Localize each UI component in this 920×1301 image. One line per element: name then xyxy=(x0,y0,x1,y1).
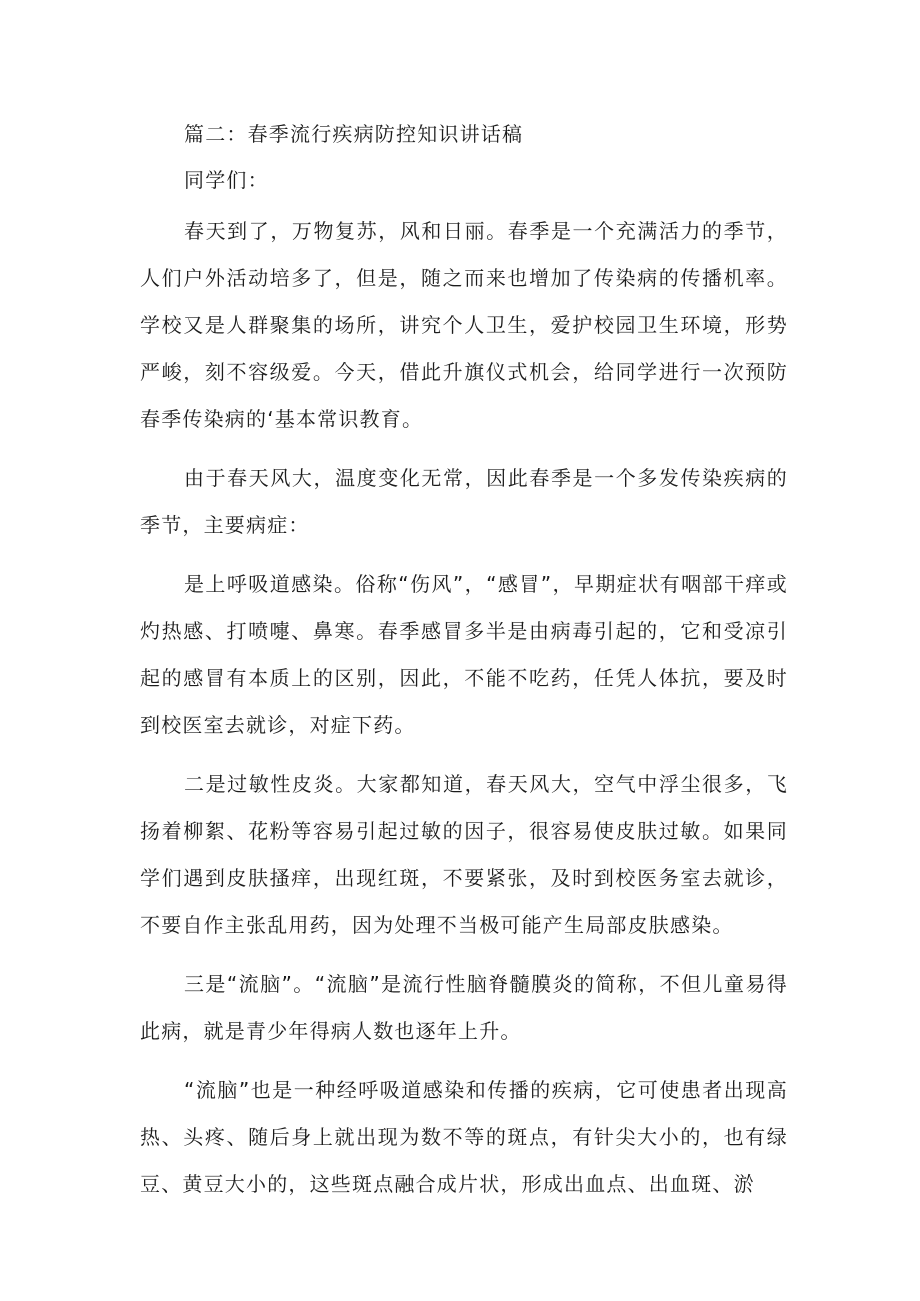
document-body xyxy=(140,118,788,1220)
paragraph-season-overview: 由于春天风大，温度变化无常，因此春季是一个多发传染疾病的季节，主要病症： xyxy=(140,466,788,537)
document-title: 篇二：春季流行疾病防控知识讲话稿 xyxy=(184,122,524,146)
salutation: 同学们： xyxy=(184,168,269,192)
paragraph-meningitis: 三是“流脑”。“流脑”是流行性脑脊髓膜炎的简称，不但儿童易得此病，就是青少年得病人数也逐年上升。 xyxy=(140,972,788,1043)
paragraph-respiratory-infection: 是上呼吸道感染。俗称“伤风”，“感冒”，早期症状有咽部干痒或灼热感、打喷嚏、鼻寒。春季感冒多半是由病毒引起的，它和受凉引起的感冒有本质上的区别，因此，不能不吃药，任凭人体抗，要及时到校医室去就诊，对症下药。 xyxy=(140,572,788,737)
paragraph-intro: 春天到了，万物复苏，风和日丽。春季是一个充满活力的季节，人们户外活动培多了，但是，随之而来也增加了传染病的传播机率。学校又是人群聚集的场所，讲究个人卫生，爱护校园卫生环境，形势严峻，刻不容级爱。今天，借此升旗仪式机会，给同学进行一次预防春季传染病的‘基本常识教育。 xyxy=(140,219,788,431)
paragraph-meningitis-symptoms: “流脑”也是一种经呼吸道感染和传播的疾病，它可使患者出现高热、头疼、随后身上就出现为数不等的斑点，有针尖大小的，也有绿豆、黄豆大小的，这些斑点融合成片状，形成出血点、出血斑、淤 xyxy=(140,1078,788,1196)
paragraph-allergic-dermatitis: 二是过敏性皮炎。大家都知道，春天风大，空气中浮尘很多，飞扬着柳絮、花粉等容易引起过敏的因子，很容易使皮肤过敏。如果同学们遇到皮肤搔痒，出现红斑，不要紧张，及时到校医务室去就诊，不要自作主张乱用药，因为处理不当极可能产生局部皮肤感染。 xyxy=(140,772,788,937)
